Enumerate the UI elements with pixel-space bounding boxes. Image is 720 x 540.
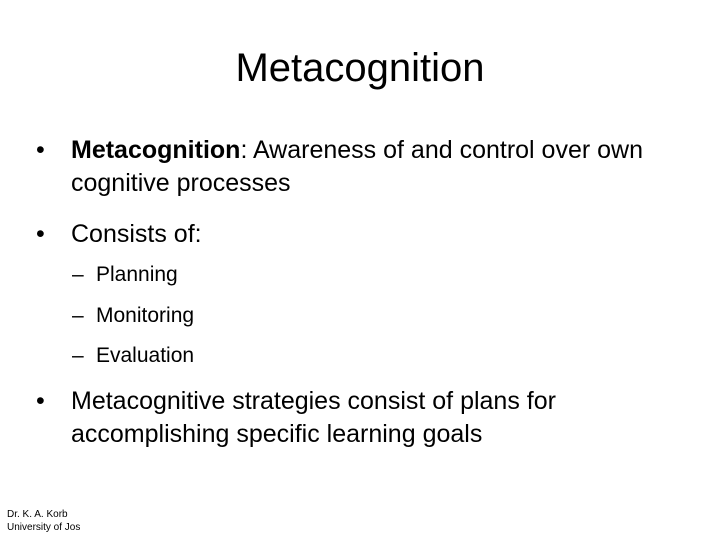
sub-bullet-glyph: – [72,344,84,367]
footer-author: Dr. K. A. Korb [7,509,68,520]
bullet-term: Metacognition [71,136,241,164]
subitem-monitoring [72,302,194,330]
bullet-consists-of [36,218,696,251]
subitem-evaluation [72,342,194,370]
footer-institution: University of Jos [7,522,81,533]
subitem-text: Monitoring [96,304,195,327]
subitem-text: Planning [96,263,178,286]
bullet-glyph: • [36,387,45,415]
subitem-text: Evaluation [96,344,195,367]
bullet-definition-text: : Awareness of and control over own cognitive processes [71,136,643,197]
bullet-glyph: • [36,136,45,164]
slide-title: Metacognition [235,46,485,90]
sub-bullet-glyph: – [72,304,84,327]
slide-footer [7,508,80,534]
bullet-definition [36,134,696,200]
subitem-planning [72,261,178,289]
bullet-text [71,134,696,200]
bullet-text: Consists of: [71,220,202,248]
bullet-strategies [36,385,696,451]
bullet-text: Metacognitive strategies consist of plans for accomplishing specific learning goals [71,387,556,448]
bullet-glyph: • [36,220,45,248]
sub-bullet-glyph: – [72,263,84,286]
